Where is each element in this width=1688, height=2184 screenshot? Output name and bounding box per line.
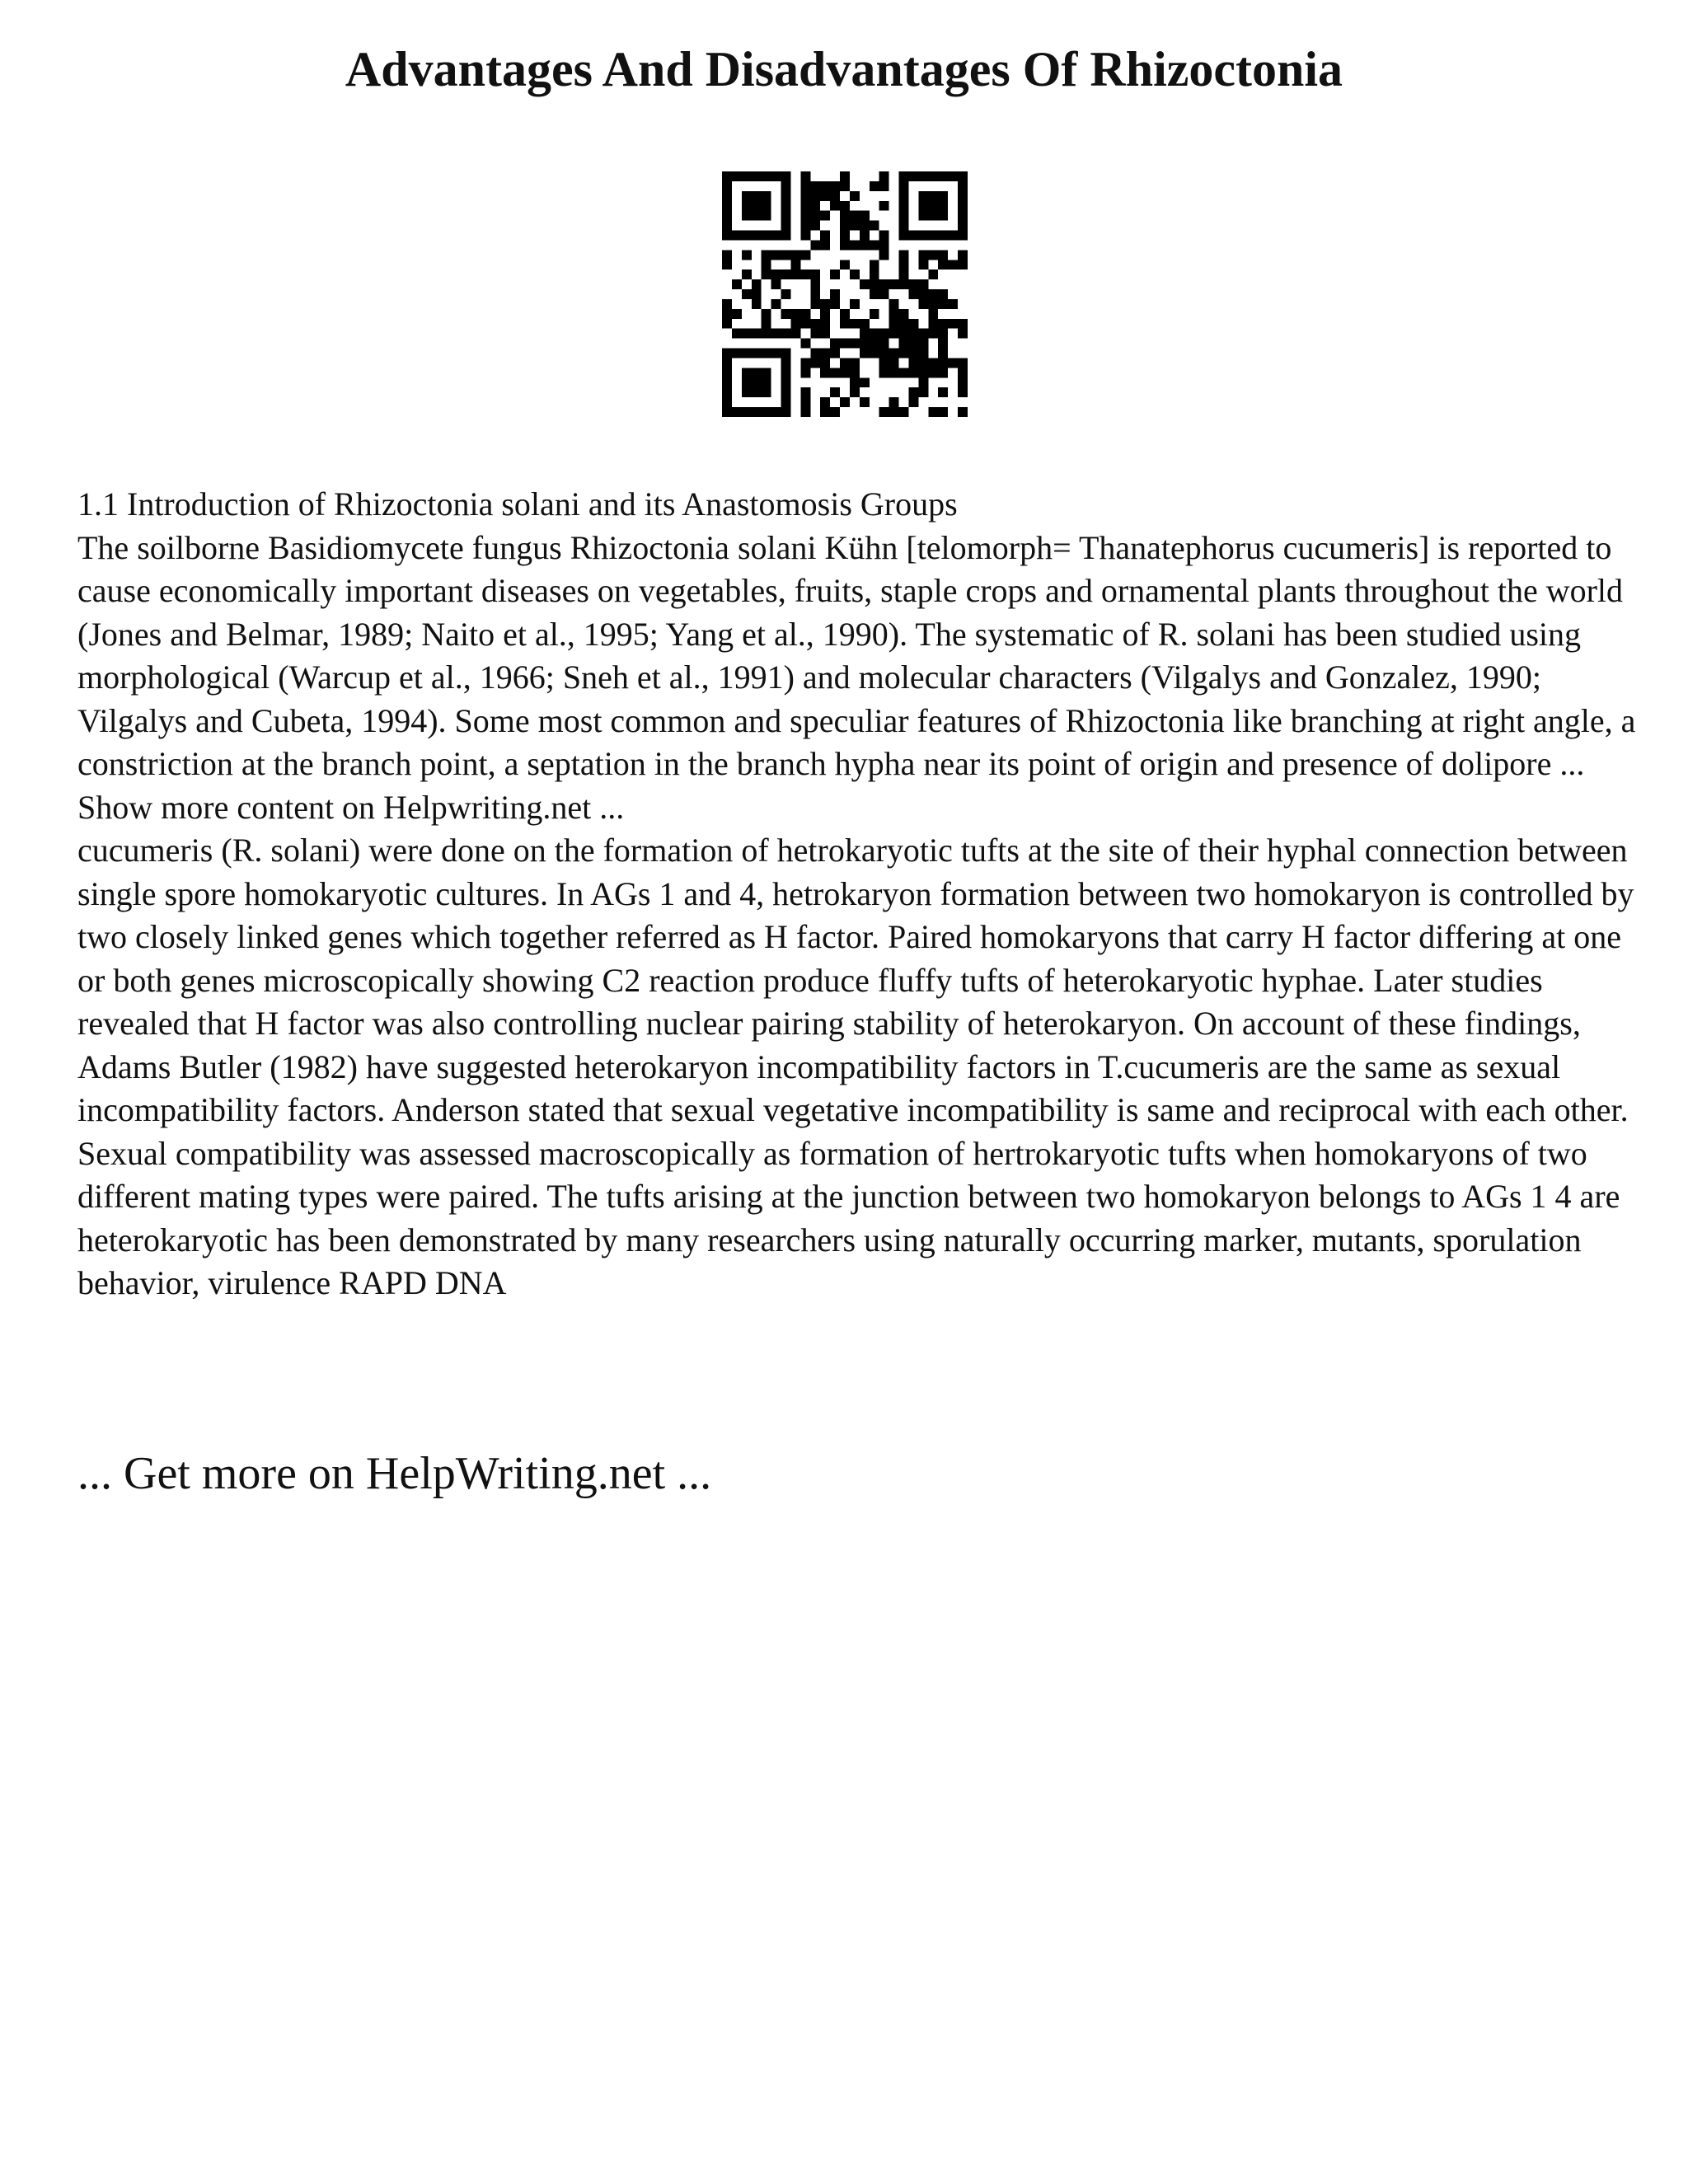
section-heading: 1.1 Introduction of Rhizoctonia solani and its Anastomosis Groups <box>77 485 958 523</box>
get-more-link[interactable]: ... Get more on HelpWriting.net ... <box>77 1448 712 1499</box>
qr-code-icon <box>722 171 968 417</box>
page-title: Advantages And Disadvantages Of Rhizoctonia <box>345 42 1343 96</box>
paragraph-continued: cucumeris (R. solani) were done on the formation of hetrokaryotic tufts at the site of their hyphal connection between single spore homokaryotic cultures. In AGs 1 and 4, hetrokaryon formation between two homokaryon is controlled by two closely linked genes which together referred as H factor. Paired homokaryons that carry H factor differing at one or both genes microscopically showing C2 reaction produce fluffy tufts of heterokaryotic hyphae. Later studies revealed that H factor was also controlling nuclear pairing stability of heterokaryon. On account of these findings, Adams Butler (1982) have suggested heterokaryon incompatibility factors in T.cucumeris are the same as sexual incompatibility factors. Anderson stated that sexual vegetative incompatibility is same and reciprocal with each other. Sexual compatibility was assessed macroscopically as formation of hertrokaryotic tufts when homokaryons of two different mating types were paired. The tufts arising at the junction between two homokaryon belongs to AGs 1 4 are heterokaryotic has been demonstrated by many researchers using naturally occurring marker, mutants, sporulation behavior, virulence RAPD DNA <box>77 832 1634 1301</box>
paragraph-intro: The soilborne Basidiomycete fungus Rhizoctonia solani Kühn [telomorph= Thanatephorus cucumeris] is reported to cause economically important diseases on vegetables, fruits, staple crops and ornamental plants throughout the world (Jones and Belmar, 1989; Naito et al., 1995; Yang et al., 1990). The systematic of R. solani has been studied using morphological (Warcup et al., 1966; Sneh et al., 1991) and molecular characters (Vilgalys and Gonzalez, 1990; Vilgalys and Cubeta, 1994). Some most common and speculiar features of Rhizoctonia like branching at right angle, a constriction at the branch point, a septation in the branch hypha near its point of origin and presence of dolipore ... Show more content on Helpwriting.net ... <box>77 528 1636 826</box>
article-body <box>77 483 1643 1305</box>
